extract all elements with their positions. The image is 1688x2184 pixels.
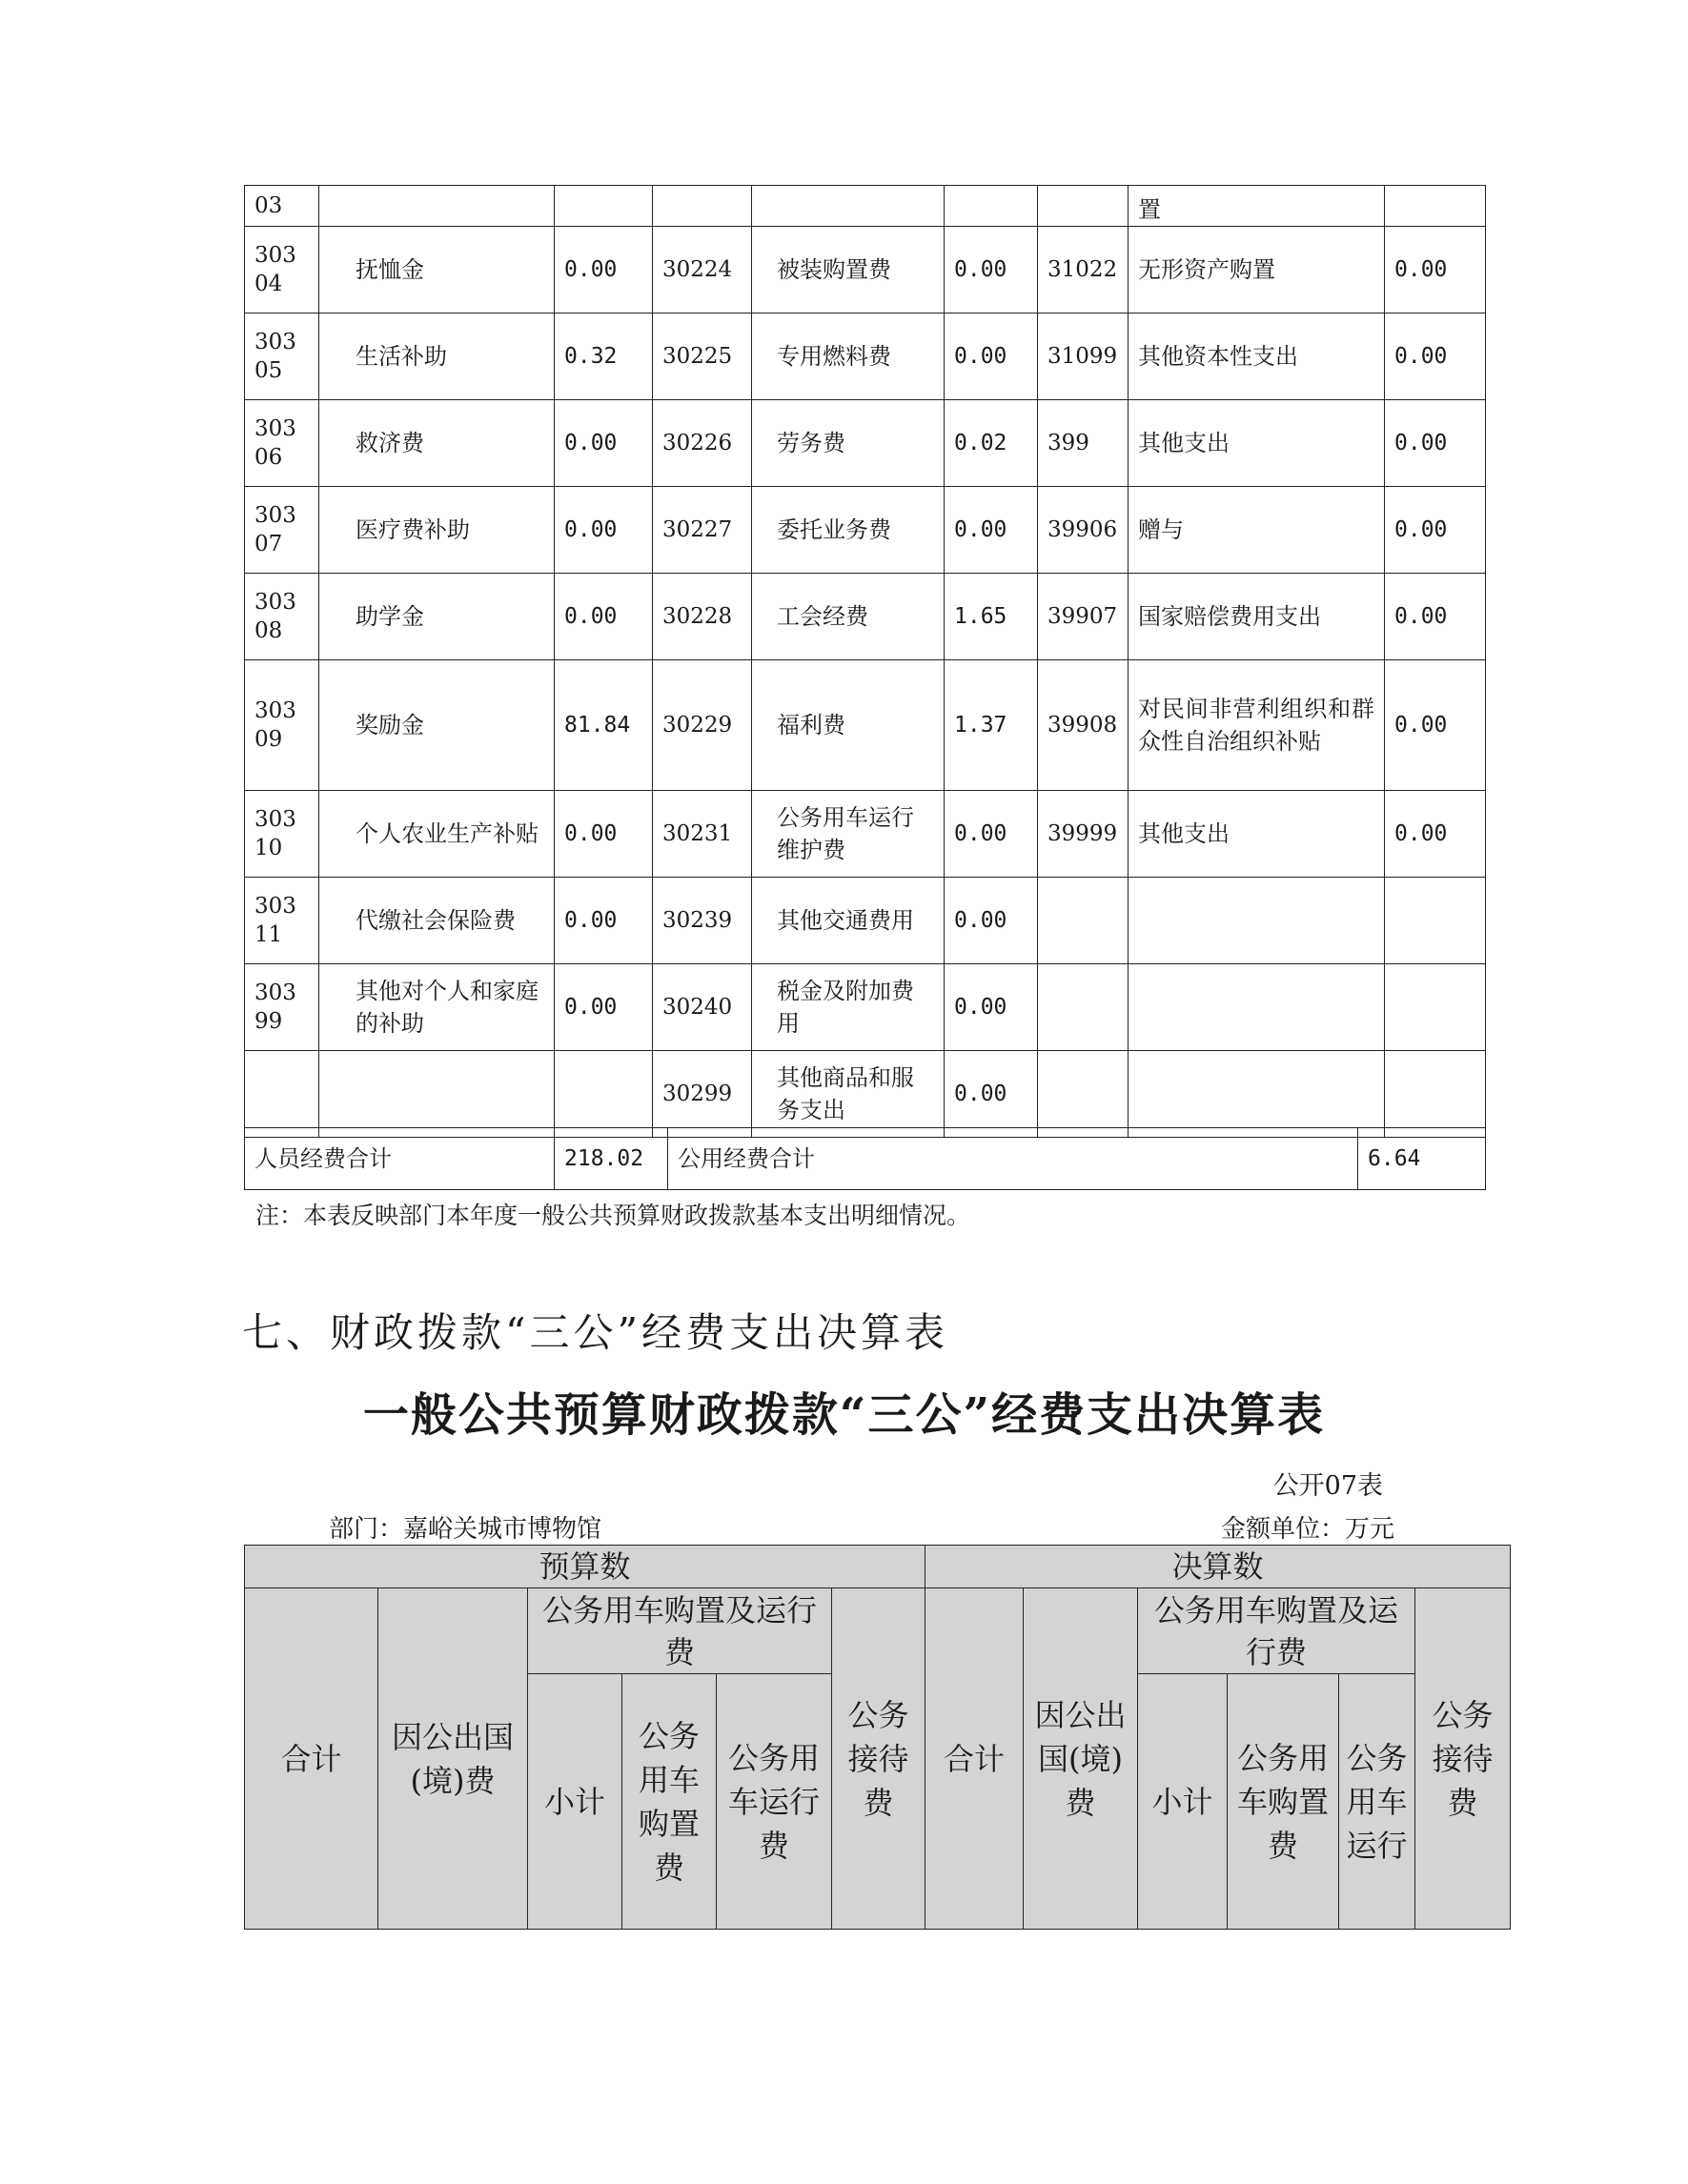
detail-cell-col5: 公务用车运行维护费 <box>752 791 945 878</box>
detail-cell-col4: 30231 <box>653 791 752 878</box>
table-row <box>245 574 1486 660</box>
detail-cell-col2: 代缴社会保险费 <box>319 878 555 964</box>
detail-cell-col1: 303 05 <box>245 313 319 400</box>
detail-cell-col9: 0.00 <box>1385 487 1486 574</box>
detail-cell-col6: 0.00 <box>945 878 1038 964</box>
detail-cell-col2: 助学金 <box>319 574 555 660</box>
detail-cell-col9: 0.00 <box>1385 660 1486 791</box>
detail-cell-col2: 个人农业生产补贴 <box>319 791 555 878</box>
detail-cell-col7 <box>1038 1051 1129 1138</box>
basic-expenditure-detail-table <box>244 185 1486 1138</box>
expenditure-totals-row <box>244 1127 1486 1190</box>
budget-reception-header: 公务接待费 <box>832 1588 925 1930</box>
detail-cell-col1: 303 09 <box>245 660 319 791</box>
detail-cell-col8: 赠与 <box>1129 487 1385 574</box>
detail-cell-col5: 劳务费 <box>752 400 945 487</box>
detail-cell-col4: 30227 <box>653 487 752 574</box>
detail-cell-col9 <box>1385 1051 1486 1138</box>
detail-cell-col7: 31099 <box>1038 313 1129 400</box>
detail-cell-col9 <box>1385 186 1486 227</box>
detail-cell-col8 <box>1129 878 1385 964</box>
detail-cell-col3: 0.00 <box>555 400 653 487</box>
detail-cell-col6: 0.00 <box>945 487 1038 574</box>
detail-cell-col8: 对民间非营利组织和群众性自治组织补贴 <box>1129 660 1385 791</box>
detail-cell-col2: 抚恤金 <box>319 227 555 313</box>
table-row <box>245 400 1486 487</box>
final-reception-header: 公务接待费 <box>1415 1588 1511 1930</box>
detail-cell-col5: 福利费 <box>752 660 945 791</box>
public-total-label: 公用经费合计 <box>668 1128 1358 1190</box>
detail-cell-col2 <box>319 1051 555 1138</box>
detail-cell-col7: 39999 <box>1038 791 1129 878</box>
detail-cell-col3: 81.84 <box>555 660 653 791</box>
detail-cell-col4: 30229 <box>653 660 752 791</box>
detail-cell-col3: 0.00 <box>555 791 653 878</box>
detail-cell-col4: 30226 <box>653 400 752 487</box>
detail-cell-col8 <box>1129 1051 1385 1138</box>
department-label: 部门：嘉峪关城市博物馆 <box>329 1515 602 1544</box>
detail-cell-col1 <box>245 1051 319 1138</box>
table-row <box>245 660 1486 791</box>
detail-cell-col7 <box>1038 964 1129 1051</box>
budget-car-run-header: 公务用车运行费 <box>717 1674 832 1930</box>
detail-cell-col9 <box>1385 964 1486 1051</box>
detail-cell-col2: 其他对个人和家庭的补助 <box>319 964 555 1051</box>
detail-cell-col6: 1.65 <box>945 574 1038 660</box>
budget-car-purchase-header: 公务用车购置费 <box>622 1674 717 1930</box>
detail-cell-col5: 其他交通费用 <box>752 878 945 964</box>
detail-cell-col6: 1.37 <box>945 660 1038 791</box>
detail-cell-col4: 30239 <box>653 878 752 964</box>
detail-cell-col6: 0.00 <box>945 791 1038 878</box>
detail-cell-col4: 30225 <box>653 313 752 400</box>
detail-cell-col3 <box>555 186 653 227</box>
detail-cell-col3: 0.00 <box>555 487 653 574</box>
detail-cell-col9: 0.00 <box>1385 313 1486 400</box>
detail-cell-col4 <box>653 186 752 227</box>
table-note: 注：本表反映部门本年度一般公共预算财政拨款基本支出明细情况。 <box>255 1202 971 1229</box>
detail-cell-col2: 救济费 <box>319 400 555 487</box>
final-abroad-header: 因公出国(境)费 <box>1024 1588 1138 1930</box>
detail-cell-col7: 39907 <box>1038 574 1129 660</box>
final-total-header: 合计 <box>925 1588 1024 1930</box>
table-row <box>245 313 1486 400</box>
detail-cell-col3: 0.32 <box>555 313 653 400</box>
detail-cell-col9: 0.00 <box>1385 574 1486 660</box>
detail-cell-col1: 303 06 <box>245 400 319 487</box>
detail-cell-col3: 0.00 <box>555 227 653 313</box>
detail-cell-col1: 303 10 <box>245 791 319 878</box>
detail-cell-col3: 0.00 <box>555 964 653 1051</box>
final-header: 决算数 <box>925 1546 1511 1588</box>
detail-cell-col5: 专用燃料费 <box>752 313 945 400</box>
detail-cell-col7: 31022 <box>1038 227 1129 313</box>
public-total-value: 6.64 <box>1358 1128 1486 1190</box>
detail-cell-col5: 工会经费 <box>752 574 945 660</box>
detail-cell-col8: 其他支出 <box>1129 791 1385 878</box>
detail-cell-col5: 委托业务费 <box>752 487 945 574</box>
detail-cell-col4: 30224 <box>653 227 752 313</box>
detail-cell-col6: 0.02 <box>945 400 1038 487</box>
final-car-purchase-header: 公务用车购置费 <box>1228 1674 1339 1930</box>
detail-cell-col6: 0.00 <box>945 227 1038 313</box>
detail-cell-col9: 0.00 <box>1385 400 1486 487</box>
detail-cell-col1: 03 <box>245 186 319 227</box>
budget-car-group-header: 公务用车购置及运行费 <box>528 1588 832 1674</box>
personnel-total-value: 218.02 <box>555 1128 668 1190</box>
detail-cell-col1: 303 04 <box>245 227 319 313</box>
detail-cell-col4: 30240 <box>653 964 752 1051</box>
detail-cell-col8: 其他支出 <box>1129 400 1385 487</box>
detail-cell-col3: 0.00 <box>555 878 653 964</box>
detail-cell-col7: 39906 <box>1038 487 1129 574</box>
unit-label: 金额单位：万元 <box>1220 1515 1394 1544</box>
sangong-expenditure-table <box>244 1545 1511 1930</box>
budget-subtotal-header: 小计 <box>528 1674 622 1930</box>
detail-cell-col7: 39908 <box>1038 660 1129 791</box>
table-row <box>245 1051 1486 1138</box>
detail-cell-col1: 303 07 <box>245 487 319 574</box>
detail-cell-col1: 303 11 <box>245 878 319 964</box>
detail-cell-col8: 无形资产购置 <box>1129 227 1385 313</box>
final-car-group-header: 公务用车购置及运行费 <box>1138 1588 1415 1674</box>
detail-cell-col9: 0.00 <box>1385 227 1486 313</box>
final-car-run-header: 公务用车运行 <box>1339 1674 1415 1930</box>
detail-cell-col1: 303 99 <box>245 964 319 1051</box>
detail-cell-col2: 医疗费补助 <box>319 487 555 574</box>
table-row <box>245 487 1486 574</box>
table-row <box>245 186 1486 227</box>
detail-cell-col3 <box>555 1051 653 1138</box>
final-subtotal-header: 小计 <box>1138 1674 1228 1930</box>
budget-abroad-header: 因公出国(境)费 <box>378 1588 528 1930</box>
detail-cell-col2 <box>319 186 555 227</box>
detail-cell-col6: 0.00 <box>945 964 1038 1051</box>
table-row <box>245 964 1486 1051</box>
detail-cell-col8: 其他资本性支出 <box>1129 313 1385 400</box>
detail-cell-col5: 被装购置费 <box>752 227 945 313</box>
table-number: 公开07表 <box>1272 1471 1383 1501</box>
detail-cell-col2: 生活补助 <box>319 313 555 400</box>
detail-cell-col5: 其他商品和服务支出 <box>752 1051 945 1138</box>
detail-cell-col1: 303 08 <box>245 574 319 660</box>
detail-cell-col5: 税金及附加费用 <box>752 964 945 1051</box>
table-row <box>245 227 1486 313</box>
table-row <box>245 791 1486 878</box>
budget-total-header: 合计 <box>245 1588 378 1930</box>
detail-cell-col4: 30299 <box>653 1051 752 1138</box>
detail-cell-col8 <box>1129 964 1385 1051</box>
detail-cell-col8: 置 <box>1129 186 1385 227</box>
detail-cell-col6: 0.00 <box>945 313 1038 400</box>
detail-cell-col6 <box>945 186 1038 227</box>
detail-cell-col5 <box>752 186 945 227</box>
detail-cell-col9: 0.00 <box>1385 791 1486 878</box>
table-row <box>245 878 1486 964</box>
personnel-total-label: 人员经费合计 <box>245 1128 555 1190</box>
detail-cell-col4: 30228 <box>653 574 752 660</box>
detail-cell-col7 <box>1038 878 1129 964</box>
detail-cell-col2: 奖励金 <box>319 660 555 791</box>
detail-cell-col9 <box>1385 878 1486 964</box>
budget-header: 预算数 <box>245 1546 925 1588</box>
detail-cell-col3: 0.00 <box>555 574 653 660</box>
detail-cell-col8: 国家赔偿费用支出 <box>1129 574 1385 660</box>
detail-cell-col7 <box>1038 186 1129 227</box>
section-heading: 七、财政拨款“三公”经费支出决算表 <box>242 1309 948 1356</box>
detail-cell-col7: 399 <box>1038 400 1129 487</box>
detail-cell-col6: 0.00 <box>945 1051 1038 1138</box>
table-title: 一般公共预算财政拨款“三公”经费支出决算表 <box>362 1388 1326 1442</box>
